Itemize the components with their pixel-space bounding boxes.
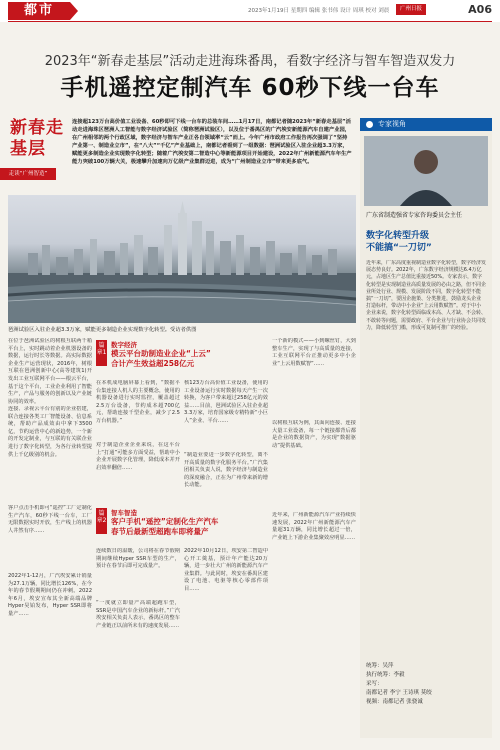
expert-sidebar — [360, 118, 492, 738]
calligraphy-title: 新春走基层 — [10, 118, 64, 159]
photo-caption: 琶洲试验区入驻企业超3.3万家，赋能更多制造企业实现数字化转型。受访者供图 — [8, 327, 197, 333]
body-col-1-para-3: 客户点击手机即可“遥控”工厂定制化生产汽车，60秒下线一台车，工厂无限数据实时开放，生产线上的机器人井然有序…… — [8, 505, 92, 534]
headline: 手机遥控定制汽车 60秒下线一台车 — [60, 75, 440, 101]
body-col-2-para-4: “一度就立即量产高端超跑车型，SSR是中国汽车企业的新标杆。”广汽埃安相关负责人表示，番禺区的整车产业链正以前所未有的速度发展…… — [96, 600, 180, 629]
body-col-2-para-3: 连续数日的温暖，公司将在春节假期期间继续Hyper SSR车型的生产，预计在春节后即可完成量产。 — [96, 548, 180, 570]
chapter-2-label: 篇章2 — [96, 508, 107, 534]
expert-sidebar-header — [360, 118, 492, 131]
expert-sidebar-header-label: 专家视角 — [378, 120, 406, 128]
main-photo — [8, 195, 356, 323]
credit-line: 统筹：吴萍 — [366, 663, 394, 669]
chapter-2-title: 客户手机“遥控”定制化生产汽车 春节后最新型超跑车即将量产 — [111, 517, 219, 536]
body-col-3-para-2: “制造业要进一步数字化转型，离不开高质量的数字化服务平台。”广汽集团相关负责人说，数字经济与制造业的深度融合，正在为广州带来新的增长动能。 — [184, 452, 268, 489]
expert-body: 近年来，广东高度重视制造业数字化转型，数字经济发展态势良好。2022年，广东数字经济规模达6.4万亿元，占地区生产总值比重接近50%。专家表示，数字化转型是实现制造业高质量发展的必由之路，但不同企业所处行业、规模、发展阶段不同，数字化转型不能搞“一刀切”，要因企施策、分类推进，鼓励龙头企业打造标杆，带动中小企业“上云用数赋智”。对于中小企业来说，数字化转型面临成本高、人才缺、不会转、不敢转等问题，需要政府、平台企业与行业协会共同发力，降低转型门槛，形成可复制可推广的经验。 — [366, 260, 486, 331]
portrait-illustration — [364, 136, 488, 206]
chapter-1-header — [96, 340, 296, 368]
body-col-2-para-1: 在本机成电脑屏幕上看到，“数据平台集连接人机人的主要概念，使用的机器设备进行实时监控，覆盖超过2.5万台设备，节约成本超700亿元，帮助连接千型企业，减少了2.5万台机器。” — [96, 380, 180, 424]
expert-photo — [364, 136, 488, 206]
body-col-4-para-3: 近年来，广州新能源汽车产业持续快速发展，2022年广州新能源汽车产量超31万辆，同比增长超过一倍，产业链上下游企业集聚效应明显…… — [272, 512, 356, 541]
chapter-2-kicker: 智车智造 — [111, 509, 137, 517]
subhead: 2023年“新春走基层”活动走进海珠番禺，看数字经济与智车智造双发力 — [44, 54, 456, 69]
chapter-1-label: 篇章1 — [96, 340, 107, 366]
body-col-2-para-2: 对于制造企业企业来说，在这平台上“打通”可能多方面受益，帮助中小企业开展数字化管理，降低成本并开启效率翻倍…… — [96, 442, 180, 471]
section-badge: 都市 — [8, 2, 70, 20]
expert-kicker: 广东省制造强省专家咨询委员会主任 — [366, 212, 463, 219]
chapter-1-title: 模云平台助制造业企业“上云” 合计产生效益超258亿元 — [111, 349, 211, 368]
masthead-rule — [8, 21, 492, 22]
body-col-4-para-2: 以树根互联为例，其面向连接、连接大量工业设备，每一个链接都背后都是企业的数据资产，为实现“数据驱动”提供基础。 — [272, 420, 356, 449]
credit-line: 视频：南都记者 张骁诚 — [366, 699, 423, 705]
body-col-1-para-2: 连接、录视云平台有别的企业搭建，联合连接各类工厂智能设备、信息系统，帮助产品成效由中拿下3500亿，节约运营中心的新趋势，一个新的开发定制业，与互联的有关联企业进行了数字化转型，为各行业转型提供上千亿级别的机会。 — [8, 406, 92, 458]
chapter-2-header — [96, 508, 296, 536]
body-col-3-para-1: 核123万台高价值工业设备，使用的工业设备运行实时数据每天产生一次转换，为客户带来超过258亿元的效益……目前，琶洲试验区入驻企业超3.3万家，培育国家级专精特新“小巨人”企业、平台…… — [184, 380, 268, 424]
body-col-1-para-1: 在位于琶洲试验区的树根互联两千箱平台上，实时跳动着企业机器设备的数据，运行时长等数据。高实际数据企业生产运营现状，2016年，树根互联在琶洲创新中心(高等建筑1)开发出工业互联网平台——根云平台，基于这个平台，工业企业利用了智能生产，产品与服务的创新以及产业链协同的效率。 — [8, 338, 92, 404]
body-col-4-para-1: 一个新的模式——小到螺丝钉，大到整车生产，实现了与高质量的连接，工业互联网平台正推动更多中小企业“上云用数赋智”…… — [272, 338, 356, 367]
credit-line: 采写： — [366, 681, 383, 687]
body-col-3-para-3: 2022年10月12日，埃安第二智造中心开工奠基，预计年产能达20万辆，进一步壮大广州的新能源汽车产业集群。与此同时，埃安在番禺区建设了电池、电驱等核心零部件项目…… — [184, 548, 268, 592]
page-number: A06 — [468, 3, 492, 16]
credit-line: 执行统筹：李毅 — [366, 672, 405, 678]
chapter-1-kicker: 数字经济 — [111, 341, 137, 349]
issue-info: 2023年1月19日 星期四 编辑 张书伟 设计 周琪 校对 刘晨 — [248, 8, 390, 14]
credits — [366, 662, 488, 707]
bullet-icon — [366, 121, 373, 128]
lede-paragraph: 连接超123万台高价值工业设备、60秒即可下线一台车的总装车间……1月17日，南都记者随2023年“新春走基层”活动走进海珠区琶洲人工智能与数字经济试验区（简称琶洲试验区），以及位于番禺区的广汽埃安新能源汽车自建产业园，在广州相邻的两个行政区域，数字经济与智车产业正各自领域率“云”而上。今年广州市政府工作报告再次强调了“坚持产业第一、制造业立市”，在“八大”“千亿”产业基础上，南都记者看到了一组数据：琶洲试验区入驻企业超3.3万家，赋能更多制造企业实现数字化转型；随着广汽埃安第二智造中心等新能源项目开始建设，2022年广州新能源汽车年生产能力突破100万辆大关，极速攀升加速向万亿级产业集群迈进，成为“广州制造业立市”带来更多底气。 — [72, 119, 352, 165]
calligraphy-tag: 走读“广州智造” — [0, 168, 56, 180]
masthead — [0, 0, 500, 22]
skyline-illustration — [8, 195, 356, 323]
body-col-1-para-4: 2022年1-12月，广汽埃安累计销量为27.1万辆，同比增长126%，在今年的春节假期期间仍在冲刺。2022年6月，埃安宣布其全新高端品牌Hyper昊铂发布，Hyper SSR即将量产…… — [8, 573, 92, 617]
expert-title: 数字化转型升级 不能搞“一刀切” — [366, 231, 432, 253]
issue-tag: 广州日报 — [396, 4, 426, 15]
credit-line: 南都记者 李宁 王诗琪 莫皎 — [366, 690, 432, 696]
